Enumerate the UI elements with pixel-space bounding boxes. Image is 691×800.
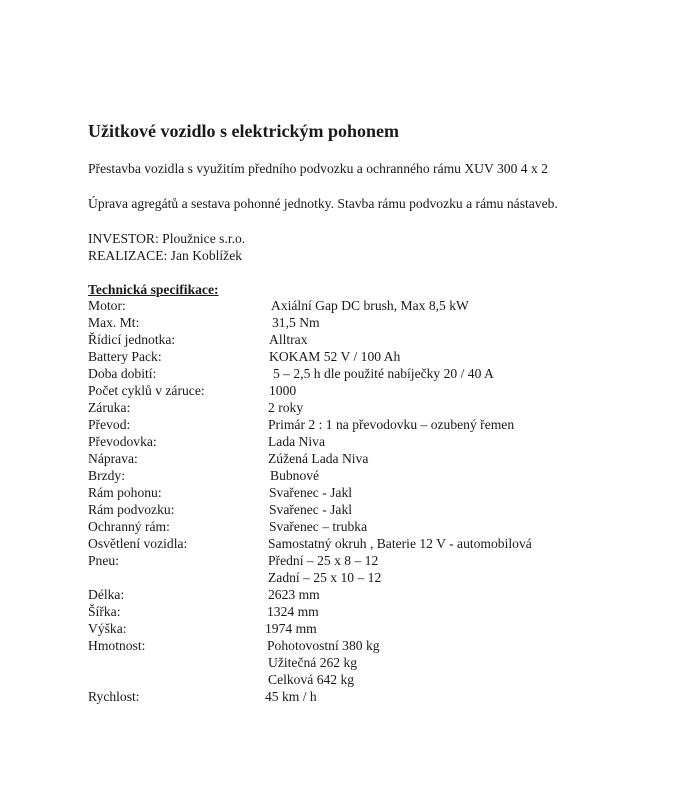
spec-row — [0, 484, 691, 501]
spec-label: Šířka: — [88, 604, 121, 619]
spec-row — [0, 382, 691, 399]
spec-row — [0, 297, 691, 314]
spec-label: Rám pohonu: — [88, 485, 162, 500]
document-title: Užitkové vozidlo s elektrickým pohonem — [88, 121, 399, 141]
spec-value: Zúžená Lada Niva — [268, 451, 369, 466]
spec-row — [0, 518, 691, 535]
spec-label: Motor: — [88, 298, 126, 313]
spec-row — [0, 552, 691, 569]
spec-label: Battery Pack: — [88, 349, 162, 364]
spec-value: Svařenec - Jakl — [269, 485, 353, 500]
spec-value: Primár 2 : 1 na převodovku – ozubený řemen — [268, 417, 515, 432]
spec-row — [0, 365, 691, 382]
spec-row — [0, 331, 691, 348]
spec-row — [0, 399, 691, 416]
spec-value: Samostatný okruh , Baterie 12 V - automobilová — [268, 536, 532, 551]
spec-label: Rám podvozku: — [88, 502, 175, 517]
spec-value: Pohotovostní 380 kg — [267, 638, 380, 653]
spec-value: 2 roky — [268, 400, 304, 415]
spec-value: Celková 642 kg — [268, 672, 355, 687]
spec-label: Max. Mt: — [88, 315, 140, 330]
spec-value: 5 – 2,5 h dle použité nabíječky 20 / 40 A — [273, 366, 494, 381]
spec-value: Lada Niva — [268, 434, 325, 449]
spec-label: Počet cyklů v záruce: — [88, 383, 205, 398]
spec-label: Osvětlení vozidla: — [88, 536, 188, 551]
spec-label: Délka: — [88, 587, 125, 602]
spec-value: Alltrax — [269, 332, 308, 347]
spec-value: Svařenec - Jakl — [269, 502, 353, 517]
spec-value: 1974 mm — [265, 621, 317, 636]
spec-row — [0, 603, 691, 620]
spec-row — [0, 416, 691, 433]
spec-label: Pneu: — [88, 553, 119, 568]
spec-label: Ochranný rám: — [88, 519, 170, 534]
spec-row — [0, 501, 691, 518]
spec-row — [0, 688, 691, 705]
paragraph-conversion: Přestavba vozidla s využitím předního podvozku a ochranného rámu XUV 300 4 x 2 — [88, 161, 548, 176]
spec-label: Hmotnost: — [88, 638, 146, 653]
spec-label: Řídicí jednotka: — [88, 332, 176, 347]
spec-row — [0, 671, 691, 688]
paragraph-modification: Úprava agregátů a sestava pohonné jednotky. Stavba rámu podvozku a rámu nástaveb. — [88, 196, 558, 211]
spec-label: Převod: — [88, 417, 131, 432]
spec-heading: Technická specifikace: — [88, 282, 219, 297]
spec-value: 1324 mm — [267, 604, 319, 619]
spec-row — [0, 620, 691, 637]
spec-row — [0, 569, 691, 586]
spec-value: 31,5 Nm — [272, 315, 320, 330]
spec-label: Doba dobití: — [88, 366, 157, 381]
spec-value: 45 km / h — [265, 689, 317, 704]
spec-row — [0, 450, 691, 467]
spec-row — [0, 467, 691, 484]
spec-label: Náprava: — [88, 451, 138, 466]
spec-row — [0, 586, 691, 603]
spec-label: Záruka: — [88, 400, 131, 415]
spec-value: 1000 — [269, 383, 297, 398]
spec-row — [0, 654, 691, 671]
spec-label: Brzdy: — [88, 468, 125, 483]
spec-value: KOKAM 52 V / 100 Ah — [269, 349, 401, 364]
spec-label: Rychlost: — [88, 689, 140, 704]
spec-value: 2623 mm — [268, 587, 320, 602]
investor-line: INVESTOR: Ploužnice s.r.o. — [88, 231, 246, 246]
spec-label: Výška: — [88, 621, 127, 636]
spec-value: Svařenec – trubka — [269, 519, 368, 534]
spec-row — [0, 637, 691, 654]
spec-value: Přední – 25 x 8 – 12 — [268, 553, 379, 568]
spec-row — [0, 348, 691, 365]
realizace-line: REALIZACE: Jan Koblížek — [88, 248, 243, 263]
spec-row — [0, 314, 691, 331]
spec-value: Bubnové — [270, 468, 320, 483]
spec-label: Převodovka: — [88, 434, 157, 449]
spec-value: Zadní – 25 x 10 – 12 — [268, 570, 382, 585]
spec-row — [0, 535, 691, 552]
spec-row — [0, 433, 691, 450]
spec-value: Užitečná 262 kg — [268, 655, 358, 670]
spec-value: Axiální Gap DC brush, Max 8,5 kW — [271, 298, 469, 313]
